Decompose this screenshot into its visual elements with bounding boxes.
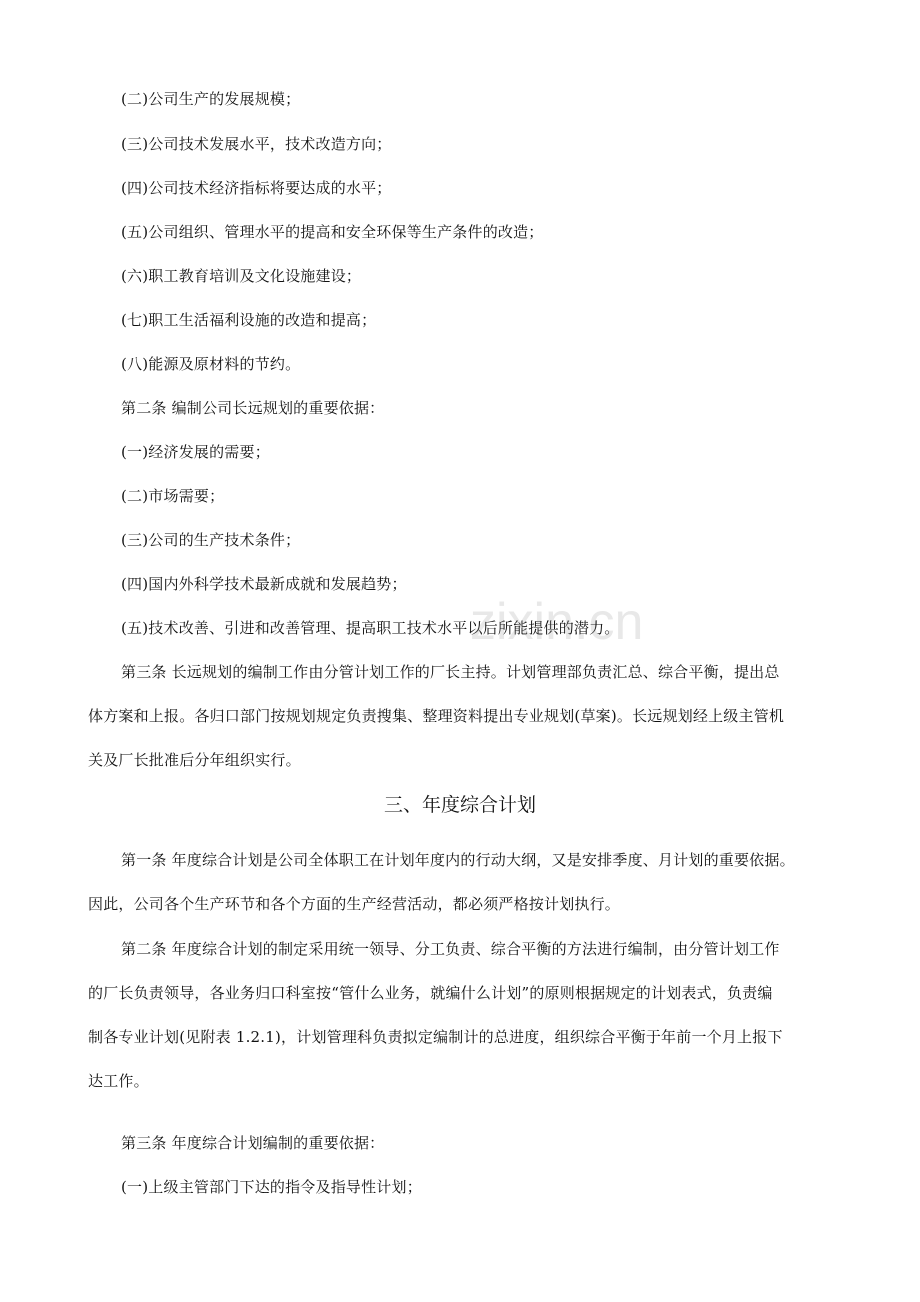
paragraph-line: 制各专业计划(见附表 1.2.1)，计划管理科负责拟定编制计的总进度，组织综合平衡于年前一个月上报下: [88, 1028, 783, 1046]
paragraph-line: 体方案和上报。各归口部门按规划规定负责搜集、整理资料提出专业规划(草案)。长远规划经上级主管机: [88, 707, 785, 725]
article-title: 第二条 编制公司长远规划的重要依据：: [121, 399, 385, 417]
paragraph-line: 达工作。: [88, 1072, 149, 1090]
list-item: (四)公司技术经济指标将要达成的水平；: [121, 179, 392, 197]
paragraph-line: 关及厂长批准后分年组织实行。: [88, 751, 301, 769]
list-item: (一)上级主管部门下达的指令及指导性计划；: [121, 1178, 422, 1196]
paragraph-line: 第二条 年度综合计划的制定采用统一领导、分工负责、综合平衡的方法进行编制，由分管计划工作: [121, 940, 780, 958]
list-item: (四)国内外科学技术最新成就和发展趋势；: [121, 575, 407, 593]
list-item: (三)公司的生产技术条件；: [121, 531, 301, 549]
paragraph-line: 第三条 长远规划的编制工作由分管计划工作的厂长主持。计划管理部负责汇总、综合平衡，提出总: [121, 663, 780, 681]
list-item: (七)职工生活福利设施的改造和提高；: [121, 311, 377, 329]
list-item: (一)经济发展的需要；: [121, 443, 270, 461]
list-item: (五)技术改善、引进和改善管理、提高职工技术水平以后所能提供的潜力。: [121, 619, 620, 637]
list-item: (六)职工教育培训及文化设施建设；: [121, 267, 362, 285]
list-item: (五)公司组织、管理水平的提高和安全环保等生产条件的改造；: [121, 223, 544, 241]
list-item: (三)公司技术发展水平，技术改造方向；: [121, 135, 392, 153]
list-item: (二)市场需要；: [121, 487, 225, 505]
article-title: 第三条 年度综合计划编制的重要依据：: [121, 1134, 385, 1152]
list-item: (二)公司生产的发展规模；: [121, 90, 301, 108]
paragraph-line: 的厂长负责领导，各业务归口科室按“管什么业务，就编什么计划”的原则根据规定的计划表式，负责编: [88, 984, 773, 1002]
section-heading: 三、年度综合计划: [383, 794, 536, 816]
list-item: (八)能源及原材料的节约。: [121, 355, 301, 373]
watermark: zixin.cn: [470, 593, 644, 651]
paragraph-line: 因此，公司各个生产环节和各个方面的生产经营活动，都必须严格按计划执行。: [88, 895, 621, 913]
paragraph-line: 第一条 年度综合计划是公司全体职工在计划年度内的行动大纲，又是安排季度、月计划的重要依据。: [121, 851, 795, 869]
